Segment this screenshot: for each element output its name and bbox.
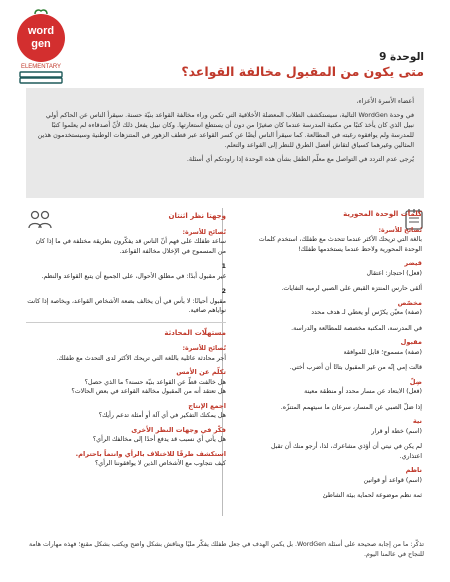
logo-elementary: ELEMENTARY [20,64,62,70]
vocab-section [252,210,422,501]
section-rule [26,322,226,323]
question-heading: تكلّم عن الأمس [176,368,226,376]
vocab-example: في المدرسة، المكتبة مخصصة للمطالعة والدراسة. [291,324,422,332]
perspectives-title: وجهتا نظر اثنتان [168,212,226,220]
vocab-title: كلمات الوحدة المحورية [343,210,422,218]
question-text: هل يمكنك التفكير في أي آلة أو أمثلة تدعم رأيك؟ [98,412,226,419]
vocab-word: قيضر [404,259,422,267]
perspectives-section [26,212,226,469]
discussion-tip: أجر محادثة عائلية باللغة التي تريحك الأكثر لدى التحدث مع طفلك. [56,354,226,362]
vocab-def: (فعل) الابتعاد عن مسار محدد أو منطقة معينة [304,388,422,395]
question-text: هل تعتقد أنه من المقبول مخالفة القواعد في بعض الحالات؟ [71,388,226,395]
vocab-word: ضِلّ [409,377,422,386]
logo-gen: gen [31,38,51,50]
vocab-word: مخصّص [397,298,422,307]
intro-paragraph: في وحدة WordGen التالية، سيستكشف الطلاب المعضلة الأخلاقية التي تكمن وراء مخالفة القواعد بنيّة حسنة. سيقرأ الناس عن الحاكم أولي نبيل الذي كان يأخذ كتبًا من مكتبة المدرسة عندما كان صغيرًا من دون أن يستطع استعارتها. وكان نبيل يفعل ذلك لأنّ أصدقاءه لم يعلموا كتبًا للمدرسة ولم يوافقوه رغبته في المطالعة. كما سيقرأ الناس أيضًا عن كسر القواعد عبر قطف الزهور في المتنزهات الوطنية وسيستخدمون هذين المثالين وغيرهما كسياق لتقاش أفضل الطرق للنظر إلى القواعد والتعلم. [37,111,414,149]
vocab-word: نية [412,417,422,425]
vocab-example: لم يكن في نيتي أن أؤذي مشاعرك، لذا، أرجو منك أن تقبل اعتذاري. [271,443,422,460]
vocab-example: ثمة نظم موضوعة لحماية بيئة الشاطئ [322,492,422,499]
book-icon [20,72,62,77]
intro-paragraph: يُرجى عدم التردد في التواصل مع معلّم الطفل بشأن هذه الوحدة إذا راودتكم أي أسئلة. [186,155,414,163]
intro-greeting: أعضاء الأسرة الأعزاء، [356,97,414,105]
discussion-title: مستهلّات المحادثة [164,328,226,337]
book-icon [20,78,62,83]
footer-note: تذكّر: ما من إجابة صحيحة على أسئلة WordGen. بل يكمن الهدف في جعل طفلك يفكّر مليًا ويناقش بشكل واضح ويكتب بشكل مقنع؛ فهذه مهارات هامة للنجاح في عالمنا اليوم. [29,541,424,558]
question-heading: اجمع الإنتاج [188,401,226,410]
vocab-example: إذا ضلّ الصبي عن المسار، سرعان ما سيتهمم المتنزّه. [280,403,422,411]
question-text: هل يأتي أي نسبب قد يدفع أحدًا إلى مخالفك الرأي؟ [92,436,226,443]
vocab-tip: بالغة التي تريحك الأكثر عندما تتحدث مع طفلك، استخدم كلمات الوحدة المحورية ولاحظ عندما يستخدمها طفلك! [258,236,422,253]
apple-stem-icon [35,10,47,14]
unit-label: الوحدة 9 [379,51,424,63]
perspectives-tip-title: نُصائح للأسرة: [182,228,226,236]
wordgen-logo [12,8,70,90]
perspective-text: غير مقبول أبدًا: في مطلق الأحوال، على الجميع أن يتبع القواعد والنظم. [41,272,226,280]
perspective-number: 2 [221,288,226,295]
logo-word: word [27,25,55,37]
question-text: كيف نتجاوب مع الأشخاص الذين لا يوافقوننا الرأي؟ [94,460,226,467]
vocab-def: (صفة) معيّن يكرّس أو يعطي لـ هدف محدد [311,309,422,316]
vocab-word: مقبول [400,338,422,346]
vocab-def: (اسم) خطة أو قرار [371,427,422,435]
perspectives-tip: ساعد طفلك على فهم أنّ الناس قد يفكّرون بطريقة مختلفة في ما إذا كان من المسموح في الإخلال مخالفة القواعد. [35,238,226,255]
question-heading: استكشف طرقًا للاختلاف بالرأي وانتماً باحترام. [75,449,226,458]
perspective-number: 1 [221,263,226,270]
page-title: متى يكون من المقبول مخالفة القواعد؟ [181,64,424,79]
discussion-tip-title: نُصائح للأسرة: [182,345,226,352]
question-text: هل خالفت قطّ عن القواعد بنيّة حسنة؟ ما الذي حصل؟ [84,378,226,386]
vocab-def: (صفة) مسموح؛ قابل للموافقة [343,348,422,356]
vocab-def: (اسم) قواعد أو قوانين [363,476,422,484]
question-heading: فكّر في وجهات النظر الأخرى [131,425,226,434]
vocab-word: ناظم [405,466,422,474]
perspective-text: مقبول أحيانًا: لا بأس في أن يخالف بضعة الأشخاص القواعد، وبخاصة إذا كانت نواياهم صافية. [27,297,226,314]
vocab-def: (فعل) احتجاز: اعتقال [366,269,422,277]
vocab-example: ألقى حارس المنتزه القبض على الصبي لرميه النفايات. [281,285,422,292]
intro-box [26,88,424,198]
vocab-example: قالت إمي إنّه من غير المقبول بتاتًا أن أضرب أختي. [289,364,422,371]
vocab-tip-title: نُصائح للأسرة: [378,226,422,234]
